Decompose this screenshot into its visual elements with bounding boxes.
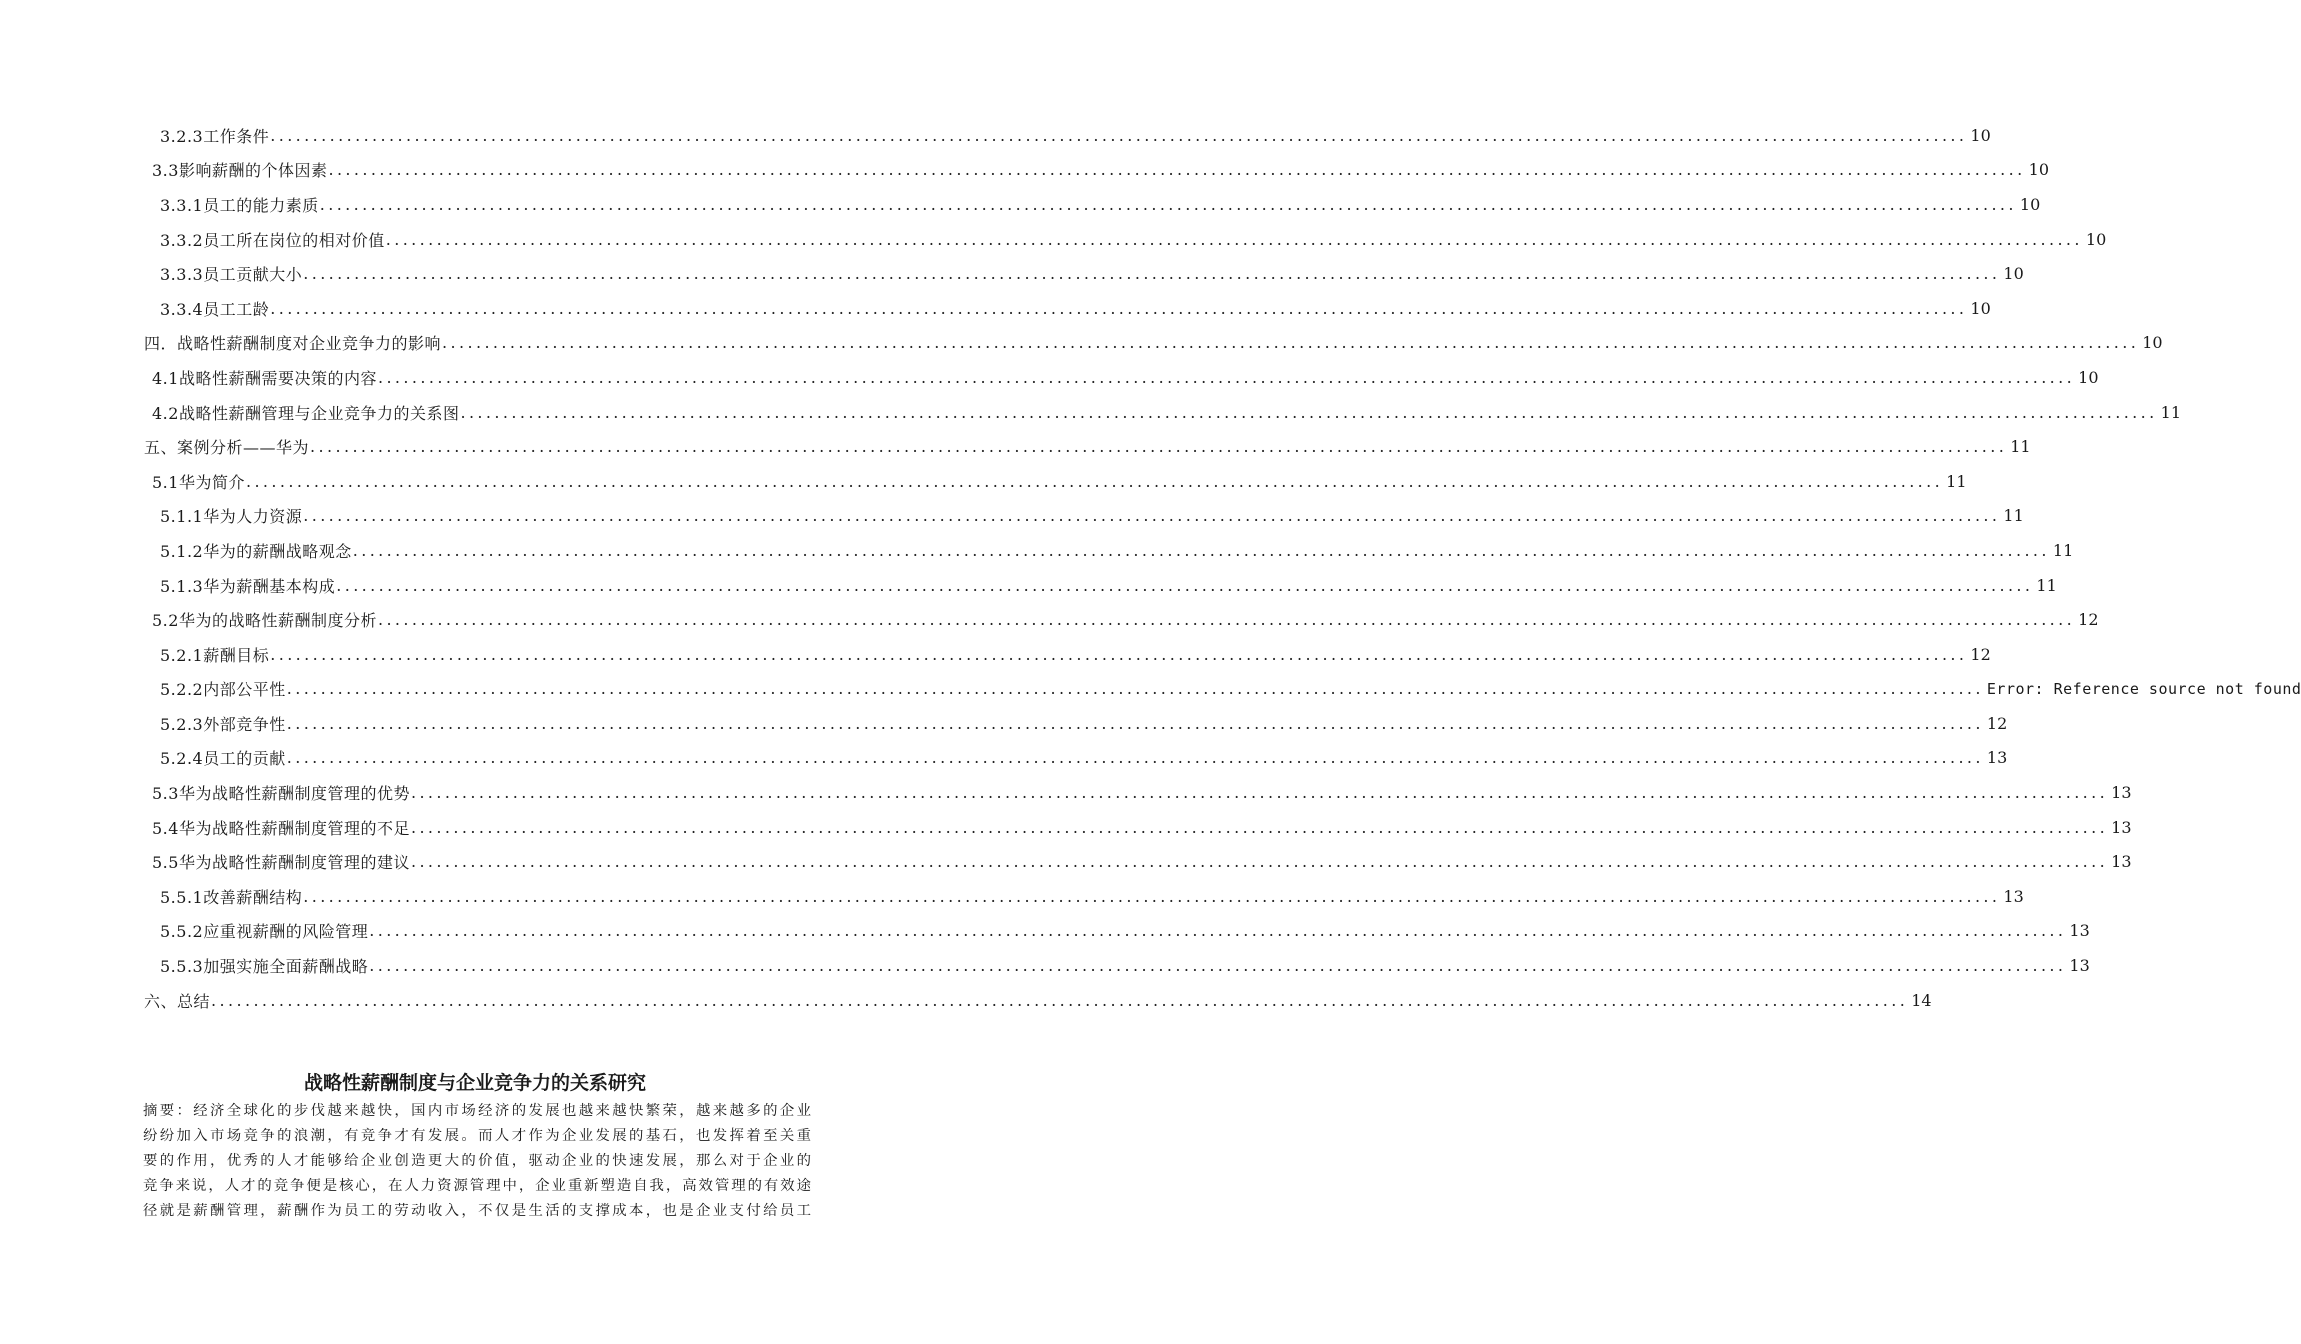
toc-entry-label: 5.5.3加强实施全面薪酬战略: [160, 957, 369, 977]
toc-entry[interactable]: [0, 222, 2107, 257]
toc-entry-label: 3.3.3员工贡献大小: [160, 265, 303, 285]
toc-leader-dots: ........................................................................................................................................................................................................: [303, 506, 2001, 526]
toc-entry[interactable]: [0, 187, 2041, 222]
toc-entry-page: 13: [2069, 921, 2090, 941]
toc-entry-label: 5.5.2应重视薪酬的风险管理: [160, 922, 369, 942]
toc-entry[interactable]: [0, 844, 2132, 879]
toc-leader-dots: ........................................................................................................................................................................................................: [286, 713, 1984, 733]
toc-leader-dots: ........................................................................................................................................................................................................: [303, 886, 2001, 906]
toc-entry-page: 12: [1970, 644, 1991, 664]
toc-entry-label: 5.5.1改善薪酬结构: [160, 887, 303, 907]
toc-entry[interactable]: [0, 360, 2099, 395]
toc-entry[interactable]: [0, 741, 2008, 776]
abstract-line: 纷纷加入市场竞争的浪潮，有竞争才有发展。而人才作为企业发展的基石，也发挥着至关重: [143, 1128, 811, 1144]
toc-entry-page: 10: [2028, 160, 2049, 180]
toc-entry-page: 13: [2069, 956, 2090, 976]
toc-entry-page: 11: [2003, 506, 2024, 526]
toc-entry[interactable]: [0, 810, 2132, 845]
toc-entry[interactable]: [0, 775, 2132, 810]
toc-entry-page: 13: [1986, 748, 2008, 768]
toc-entry-label: 5.2.2内部公平性: [160, 680, 286, 700]
toc-leader-dots: ........................................................................................................................................................................................................: [352, 540, 2050, 560]
toc-entry[interactable]: [0, 464, 1967, 499]
toc-entry-page: 12: [2078, 610, 2099, 630]
toc-entry-error: Error: Reference source not found: [1986, 679, 2301, 698]
toc-entry-label: 5.2.1薪酬目标: [160, 645, 270, 665]
toc-entry-page: 11: [2036, 575, 2057, 595]
toc-leader-dots: ........................................................................................................................................................................................................: [270, 125, 1968, 145]
toc-leader-dots: ........................................................................................................................................................................................................: [303, 264, 2001, 284]
toc-entry-page: 13: [2003, 886, 2024, 906]
table-of-contents: [0, 118, 2301, 1017]
toc-entry-page: 10: [2019, 194, 2041, 214]
toc-leader-dots: ........................................................................................................................................................................................................: [377, 610, 2076, 630]
toc-entry[interactable]: [0, 706, 2008, 741]
toc-entry[interactable]: [0, 395, 2181, 430]
toc-entry[interactable]: [0, 983, 1932, 1018]
toc-entry-label: 5.5华为战略性薪酬制度管理的建议: [152, 853, 410, 873]
toc-entry[interactable]: [0, 568, 2057, 603]
toc-entry-page: 10: [1970, 298, 1991, 318]
toc-entry-page: 13: [2111, 817, 2132, 837]
toc-entry-page: 11: [1946, 471, 1967, 491]
toc-entry[interactable]: [0, 429, 2031, 464]
toc-entry-label: 5.4华为战略性薪酬制度管理的不足: [152, 818, 410, 838]
toc-entry-page: 12: [1986, 713, 2008, 733]
toc-entry-label: 5.1.2华为的薪酬战略观念: [160, 541, 352, 561]
toc-leader-dots: ........................................................................................................................................................................................................: [245, 471, 1944, 491]
toc-leader-dots: ........................................................................................................................................................................................................: [336, 575, 2034, 595]
toc-entry-label: 5.1.3华为薪酬基本构成: [160, 576, 336, 596]
toc-entry[interactable]: [0, 256, 2024, 291]
toc-leader-dots: ........................................................................................................................................................................................................: [319, 194, 2017, 214]
toc-leader-dots: ........................................................................................................................................................................................................: [377, 367, 2076, 387]
toc-entry[interactable]: [0, 153, 2049, 188]
abstract-line: 竞争来说，人才的竞争便是核心，在人力资源管理中，企业重新塑造自我，高效管理的有效途: [143, 1178, 811, 1194]
toc-entry[interactable]: [0, 533, 2074, 568]
toc-entry-page: 13: [2111, 783, 2132, 803]
toc-entry[interactable]: [0, 118, 1991, 153]
abstract-line: 径就是薪酬管理，薪酬作为员工的劳动收入，不仅是生活的支撑成本，也是企业支付给员工: [143, 1203, 811, 1219]
toc-entry-label: 六、总结: [144, 991, 211, 1011]
toc-entry-page: 10: [2003, 264, 2024, 284]
toc-entry-label: 5.3华为战略性薪酬制度管理的优势: [152, 784, 410, 804]
toc-entry-page: 10: [2085, 229, 2107, 249]
toc-entry[interactable]: [0, 326, 2163, 361]
toc-leader-dots: ........................................................................................................................................................................................................: [286, 748, 1984, 768]
toc-leader-dots: ........................................................................................................................................................................................................: [442, 333, 2140, 353]
toc-leader-dots: ........................................................................................................................................................................................................: [211, 990, 1909, 1010]
paper-title: 战略性薪酬制度与企业竞争力的关系研究: [303, 1072, 646, 1094]
toc-entry-label: 5.2.4员工的贡献: [160, 749, 286, 769]
abstract-line: 要的作用，优秀的人才能够给企业创造更大的价值，驱动企业的快速发展，那么对于企业的: [143, 1153, 811, 1169]
toc-entry-page: 10: [2142, 333, 2163, 353]
abstract-line: 摘要：经济全球化的步伐越来越快，国内市场经济的发展也越来越快繁荣，越来越多的企业: [143, 1103, 811, 1119]
toc-entry-page: 10: [2078, 367, 2099, 387]
toc-entry[interactable]: [0, 948, 2090, 983]
toc-entry-label: 4.1战略性薪酬需要决策的内容: [152, 368, 377, 388]
toc-entry-label: 四．战略性薪酬制度对企业竞争力的影响: [144, 334, 442, 354]
abstract: [143, 1099, 811, 1224]
toc-entry-page: 11: [2052, 540, 2074, 560]
toc-leader-dots: ........................................................................................................................................................................................................: [270, 644, 1968, 664]
toc-entry-label: 3.2.3工作条件: [160, 126, 270, 146]
toc-leader-dots: ........................................................................................................................................................................................................: [410, 783, 2109, 803]
toc-leader-dots: ........................................................................................................................................................................................................: [270, 298, 1968, 318]
toc-entry-label: 4.2战略性薪酬管理与企业竞争力的关系图: [152, 403, 460, 423]
toc-entry[interactable]: [0, 637, 1991, 672]
toc-entry[interactable]: [0, 602, 2099, 637]
toc-leader-dots: ........................................................................................................................................................................................................: [369, 956, 2067, 976]
toc-entry-label: 5.1.1华为人力资源: [160, 507, 303, 527]
toc-entry[interactable]: [0, 291, 1991, 326]
toc-entry-label: 5.2.3外部竞争性: [160, 714, 286, 734]
toc-leader-dots: ........................................................................................................................................................................................................: [460, 402, 2158, 422]
toc-entry-page: 13: [2111, 852, 2132, 872]
toc-leader-dots: ........................................................................................................................................................................................................: [310, 437, 2008, 457]
toc-entry-label: 3.3.2员工所在岗位的相对价值: [160, 230, 385, 250]
toc-leader-dots: ........................................................................................................................................................................................................: [286, 679, 1984, 699]
toc-entry[interactable]: [0, 914, 2090, 949]
toc-leader-dots: ........................................................................................................................................................................................................: [369, 921, 2067, 941]
toc-leader-dots: ........................................................................................................................................................................................................: [385, 229, 2083, 249]
toc-leader-dots: ........................................................................................................................................................................................................: [410, 852, 2109, 872]
toc-entry-page: 10: [1970, 125, 1991, 145]
toc-entry[interactable]: [0, 879, 2024, 914]
toc-entry-label: 5.2华为的战略性薪酬制度分析: [152, 611, 377, 631]
toc-entry-page: 11: [2010, 437, 2031, 457]
toc-entry-page: 14: [1911, 990, 1932, 1010]
toc-entry-label: 五、案例分析——华为: [144, 438, 310, 458]
toc-entry-label: 3.3影响薪酬的个体因素: [152, 161, 328, 181]
toc-leader-dots: ........................................................................................................................................................................................................: [410, 817, 2109, 837]
toc-entry[interactable]: [0, 672, 2301, 707]
toc-entry-page: 11: [2160, 402, 2181, 422]
toc-entry[interactable]: [0, 499, 2024, 534]
toc-entry-label: 3.3.1员工的能力素质: [160, 195, 319, 215]
toc-leader-dots: ........................................................................................................................................................................................................: [328, 160, 2026, 180]
toc-entry-label: 5.1华为简介: [152, 472, 245, 492]
toc-entry-label: 3.3.4员工工龄: [160, 299, 270, 319]
